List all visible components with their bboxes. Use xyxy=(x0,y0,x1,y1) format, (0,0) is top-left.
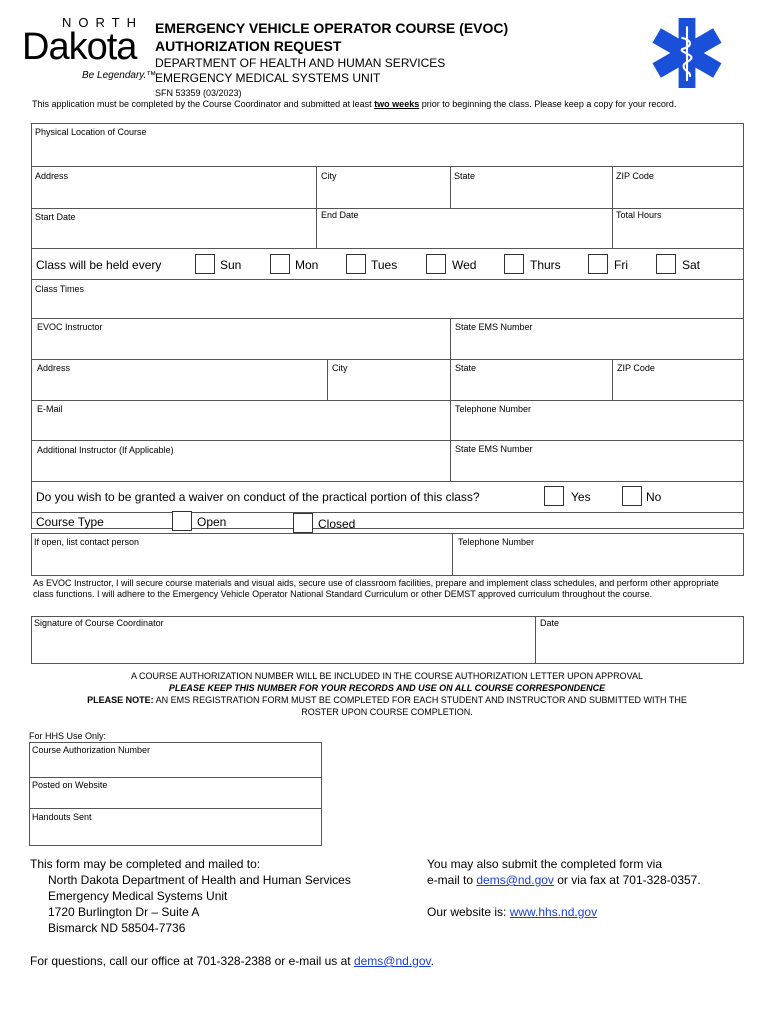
website-link[interactable]: www.hhs.nd.gov xyxy=(509,905,598,919)
class-every-label: Class will be held every xyxy=(36,258,162,272)
checkbox-fri[interactable] xyxy=(588,254,608,274)
day-mon: Mon xyxy=(295,258,319,272)
department: DEPARTMENT OF HEALTH AND HUMAN SERVICES xyxy=(155,56,446,70)
additional-instructor-label: Additional Instructor (If Applicable) xyxy=(37,445,174,455)
logo-tagline: Be Legendary.™ xyxy=(82,70,157,81)
notice-line2: PLEASE KEEP THIS NUMBER FOR YOUR RECORDS AND USE ON ALL COURSE CORRESPONDENCE xyxy=(168,683,606,693)
contact-person-label: If open, list contact person xyxy=(34,537,140,547)
day-wed: Wed xyxy=(452,258,477,272)
section-course-info xyxy=(31,123,744,529)
notice-line3: PLEASE NOTE: AN EMS REGISTRATION FORM MUST BE COMPLETED FOR EACH STUDENT AND INSTRUCTOR AND SUBMITTED WITH THE xyxy=(87,695,687,705)
unit: EMERGENCY MEDICAL SYSTEMS UNIT xyxy=(155,71,381,85)
checkbox-waiver-yes[interactable] xyxy=(544,486,564,506)
handouts-label: Handouts Sent xyxy=(32,812,92,822)
city-label: City xyxy=(321,171,337,181)
website-line: Our website is: www.hhs.nd.gov xyxy=(427,905,598,919)
date-label: Date xyxy=(540,618,560,628)
mail-intro: This form may be completed and mailed to: xyxy=(30,857,261,871)
form-title: EMERGENCY VEHICLE OPERATOR COURSE (EVOC) xyxy=(155,20,509,36)
waiver-yes-label: Yes xyxy=(571,490,591,504)
physical-location-field[interactable] xyxy=(32,140,742,165)
mail-line4: Bismarck ND 58504-7736 xyxy=(48,921,186,935)
submit-line2: e-mail to dems@nd.gov or via fax at 701-328-0357. xyxy=(427,873,701,887)
day-sat: Sat xyxy=(682,258,701,272)
posted-label: Posted on Website xyxy=(32,780,108,790)
zip-label: ZIP Code xyxy=(616,171,654,181)
checkbox-sat[interactable] xyxy=(656,254,676,274)
hhs-use-box xyxy=(29,742,322,846)
evoc-instructor-label: EVOC Instructor xyxy=(37,322,103,332)
open-label: Open xyxy=(197,515,227,529)
class-times-label: Class Times xyxy=(35,284,85,294)
intro-text: This application must be completed by the Course Coordinator and submitted at least two weeks prior to beginning the class. Please keep a copy for your record. xyxy=(32,99,677,109)
checkbox-mon[interactable] xyxy=(270,254,290,274)
footer-questions: For questions, call our office at 701-328-2388 or e-mail us at dems@nd.gov. xyxy=(30,954,434,968)
telephone-label: Telephone Number xyxy=(455,404,532,414)
auth-number-label: Course Authorization Number xyxy=(32,745,151,755)
state-ems2-label: State EMS Number xyxy=(455,444,533,454)
checkbox-closed[interactable] xyxy=(293,513,313,533)
form-number: SFN 53359 (03/2023) xyxy=(155,88,242,98)
hhs-heading: For HHS Use Only: xyxy=(29,731,107,741)
star-of-life-icon xyxy=(652,18,722,88)
day-tues: Tues xyxy=(371,258,398,272)
start-date-label: Start Date xyxy=(35,212,76,222)
waiver-no-label: No xyxy=(646,490,662,504)
logo-north: NORTH xyxy=(62,15,143,30)
instructor-address-label: Address xyxy=(37,363,71,373)
submit-email-link[interactable]: dems@nd.gov xyxy=(476,873,554,887)
course-type-label: Course Type xyxy=(36,515,104,529)
checkbox-thurs[interactable] xyxy=(504,254,524,274)
state-ems-label: State EMS Number xyxy=(455,322,533,332)
instructor-city-label: City xyxy=(332,363,348,373)
contact-telephone-label: Telephone Number xyxy=(458,537,535,547)
notice-line1: A COURSE AUTHORIZATION NUMBER WILL BE INCLUDED IN THE COURSE AUTHORIZATION LETTER UPON APPROVAL xyxy=(130,671,644,681)
day-thurs: Thurs xyxy=(530,258,561,272)
address-label: Address xyxy=(35,171,69,181)
total-hours-label: Total Hours xyxy=(616,210,662,220)
checkbox-wed[interactable] xyxy=(426,254,446,274)
footer-email-link[interactable]: dems@nd.gov xyxy=(353,954,431,968)
instructor-state-label: State xyxy=(455,363,477,373)
submit-line1: You may also submit the completed form via xyxy=(427,857,663,871)
instructor-zip-label: ZIP Code xyxy=(617,363,655,373)
form-subtitle: AUTHORIZATION REQUEST xyxy=(155,38,342,54)
waiver-question: Do you wish to be granted a waiver on conduct of the practical portion of this class? xyxy=(36,490,480,504)
notice-line4: ROSTER UPON COURSE COMPLETION. xyxy=(301,707,473,717)
mail-line3: 1720 Burlington Dr – Suite A xyxy=(48,905,200,919)
logo-dakota: Dakota xyxy=(22,26,137,68)
end-date-label: End Date xyxy=(321,210,359,220)
instructor-statement: As EVOC Instructor, I will secure course materials and visual aids, secure use of classroom facilities, prepare and implement class schedules, and perform other appropriate class functions. I will adhere to the Emergency Vehicle Operator National Standard Curriculum or other DEMST approved curriculum throughout the course. xyxy=(33,578,719,599)
day-sun: Sun xyxy=(220,258,242,272)
checkbox-open[interactable] xyxy=(172,511,192,531)
checkbox-waiver-no[interactable] xyxy=(622,486,642,506)
mail-line2: Emergency Medical Systems Unit xyxy=(48,889,228,903)
email-label: E-Mail xyxy=(37,404,63,414)
physical-location-label: Physical Location of Course xyxy=(35,127,147,137)
closed-label: Closed xyxy=(318,517,356,531)
signature-label: Signature of Course Coordinator xyxy=(34,618,164,628)
state-label: State xyxy=(454,171,476,181)
mail-line1: North Dakota Department of Health and Human Services xyxy=(48,873,351,887)
checkbox-sun[interactable] xyxy=(195,254,215,274)
checkbox-tues[interactable] xyxy=(346,254,366,274)
day-fri: Fri xyxy=(614,258,628,272)
